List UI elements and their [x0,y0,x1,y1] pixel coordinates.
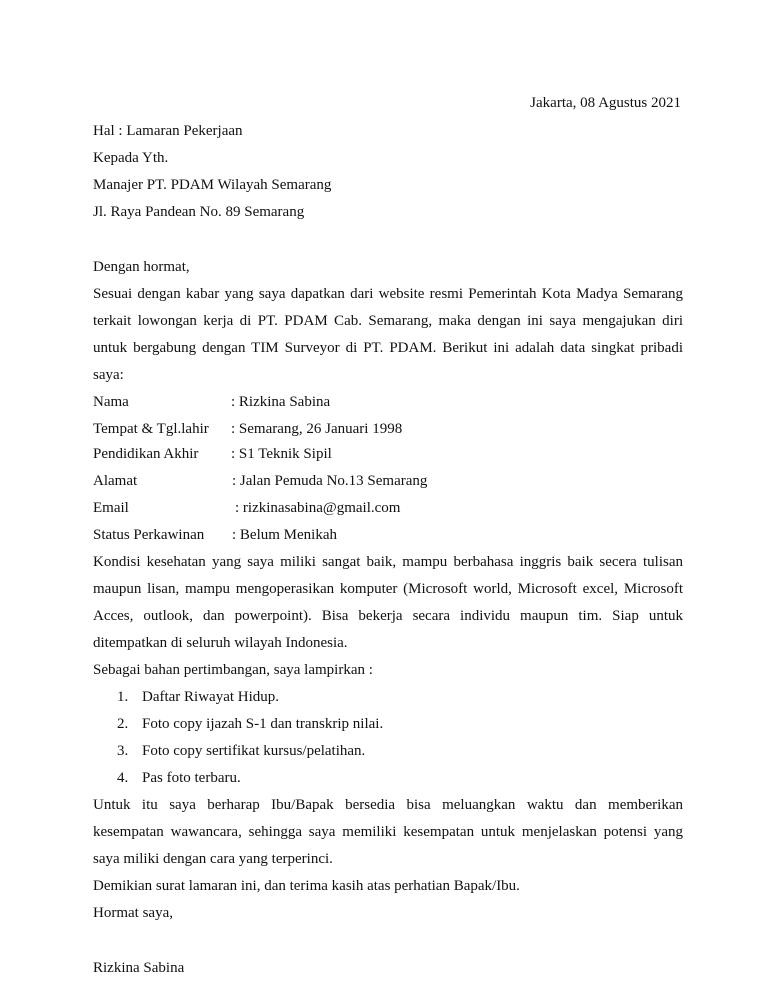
attachment-item: Pas foto terbaru. [142,770,241,786]
closing-line: saya miliki dengan cara yang terperinci. [93,851,333,867]
greeting: Dengan hormat, [93,259,190,275]
field-value-marital: : Belum Menikah [232,527,337,543]
field-value-birth: : Semarang, 26 Januari 1998 [231,421,403,437]
field-value-education: : S1 Teknik Sipil [231,446,332,462]
list-number: 2. [117,716,129,732]
closing-line: Untuk itu saya berharap Ibu/Bapak bersedia bisa meluangkan waktu dan memberikan [93,797,683,813]
attachment-item: Foto copy ijazah S-1 dan transkrip nilai. [142,716,384,732]
condition-line: maupun lisan, mampu mengoperasikan komputer (Microsoft world, Microsoft excel, Microsoft [93,581,683,597]
field-value-address: : Jalan Pemuda No.13 Semarang [232,473,428,489]
condition-line: Acces, outlook, dan powerpoint). Bisa bekerja secara individu maupun tim. Siap untuk [93,608,683,624]
subject-line: Hal : Lamaran Pekerjaan [93,123,243,139]
closing-line: kesempatan wawancara, sehingga saya memiliki kesempatan untuk menjelaskan potensi yang [93,824,683,840]
attachment-item: Foto copy sertifikat kursus/pelatihan. [142,743,366,759]
field-label-email: Email [93,500,129,516]
field-label-education: Pendidikan Akhir [93,446,199,462]
intro-line: saya: [93,367,124,383]
intro-line: terkait lowongan kerja di PT. PDAM Cab. Semarang, maka dengan ini saya mengajukan diri [93,313,683,329]
field-value-name: : Rizkina Sabina [231,394,331,410]
intro-line: untuk bergabung dengan TIM Surveyor di PT. PDAM. Berikut ini adalah data singkat pribadi [93,340,683,356]
list-number: 1. [117,689,129,705]
intro-line: Sesuai dengan kabar yang saya dapatkan dari website resmi Pemerintah Kota Madya Semarang [93,286,683,302]
condition-line: Kondisi kesehatan yang saya miliki sangat baik, mampu berbahasa inggris baik secera tulisan [93,554,683,570]
letter-date: Jakarta, 08 Agustus 2021 [530,95,681,111]
regards-line: Hormat saya, [93,905,173,921]
condition-line: ditempatkan di seluruh wilayah Indonesia. [93,635,348,651]
list-number: 3. [117,743,129,759]
recipient-address: Jl. Raya Pandean No. 89 Semarang [93,204,305,220]
field-label-address: Alamat [93,473,138,489]
list-number: 4. [117,770,129,786]
attachment-item: Daftar Riwayat Hidup. [142,689,280,705]
field-value-email: : rizkinasabina@gmail.com [235,500,401,516]
recipient-name: Manajer PT. PDAM Wilayah Semarang [93,177,332,193]
attachments-intro: Sebagai bahan pertimbangan, saya lampirkan : [93,662,373,678]
field-label-name: Nama [93,394,129,410]
recipient-to: Kepada Yth. [93,150,169,166]
signature-name: Rizkina Sabina [93,960,185,976]
field-label-birth: Tempat & Tgl.lahir [93,421,209,437]
field-label-marital: Status Perkawinan [93,527,205,543]
thanks-line: Demikian surat lamaran ini, dan terima kasih atas perhatian Bapak/Ibu. [93,878,520,894]
